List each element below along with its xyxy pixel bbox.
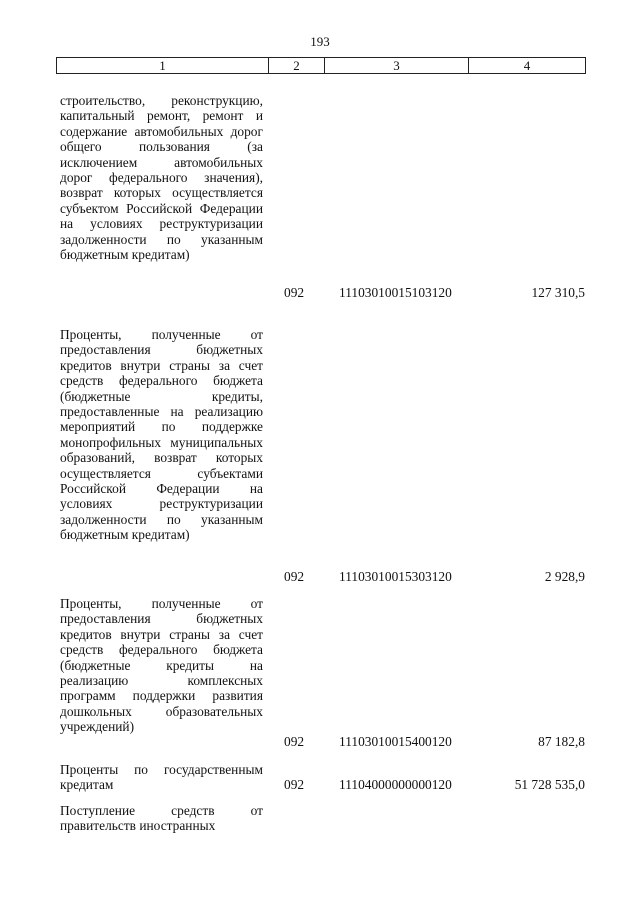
row-amount: 51 728 535,0 <box>514 777 585 792</box>
row-name: строительство, реконструкцию, капитальный ремонт, ремонт и содержание автомобильных дорог общего пользования (за исключением автомобильных дорог федерального значения), возврат которых осуществляется субъектом Российской Федерации на условиях реструктуризации задолженности по указанным бюджетным кредитам) <box>60 93 263 263</box>
row-kbk-code: 11103010015303120 <box>339 569 452 584</box>
header-col-4: 4 <box>523 58 531 73</box>
row-name: Поступление средств от правительств иностранных <box>60 803 263 834</box>
row-name: Проценты по государственным кредитам <box>60 762 263 793</box>
header-col-3: 3 <box>325 58 469 73</box>
row-kbk-code: 11104000000000120 <box>339 777 452 792</box>
table-header-row <box>56 57 586 74</box>
header-col-2: 2 <box>269 58 325 73</box>
row-admin-code: 092 <box>284 734 305 749</box>
row-name: Проценты, полученные от предоставления бюджетных кредитов внутри страны за счет средств федерального бюджета (бюджетные кредиты, предоставленные на реализацию мероприятий по поддержке монопрофильных муниципальных образований, возврат которых осуществляется субъектами Российской Федерации на условиях реструктуризации задолженности по указанным бюджетным кредитам) <box>60 327 263 543</box>
row-kbk-code: 11103010015103120 <box>339 285 452 300</box>
row-admin-code: 092 <box>284 569 305 584</box>
page-number: 193 <box>310 34 330 49</box>
row-admin-code: 092 <box>284 777 305 792</box>
header-col-1: 1 <box>57 58 269 73</box>
row-name: Проценты, полученные от предоставления бюджетных кредитов внутри страны за счет средств федерального бюджета (бюджетные кредиты на реализацию комплексных программ поддержки развития дошкольных образовательных учреждений) <box>60 596 263 735</box>
row-kbk-code: 11103010015400120 <box>339 734 452 749</box>
row-amount: 2 928,9 <box>544 569 585 584</box>
row-amount: 127 310,5 <box>531 285 585 300</box>
row-amount: 87 182,8 <box>538 734 585 749</box>
row-admin-code: 092 <box>284 285 305 300</box>
